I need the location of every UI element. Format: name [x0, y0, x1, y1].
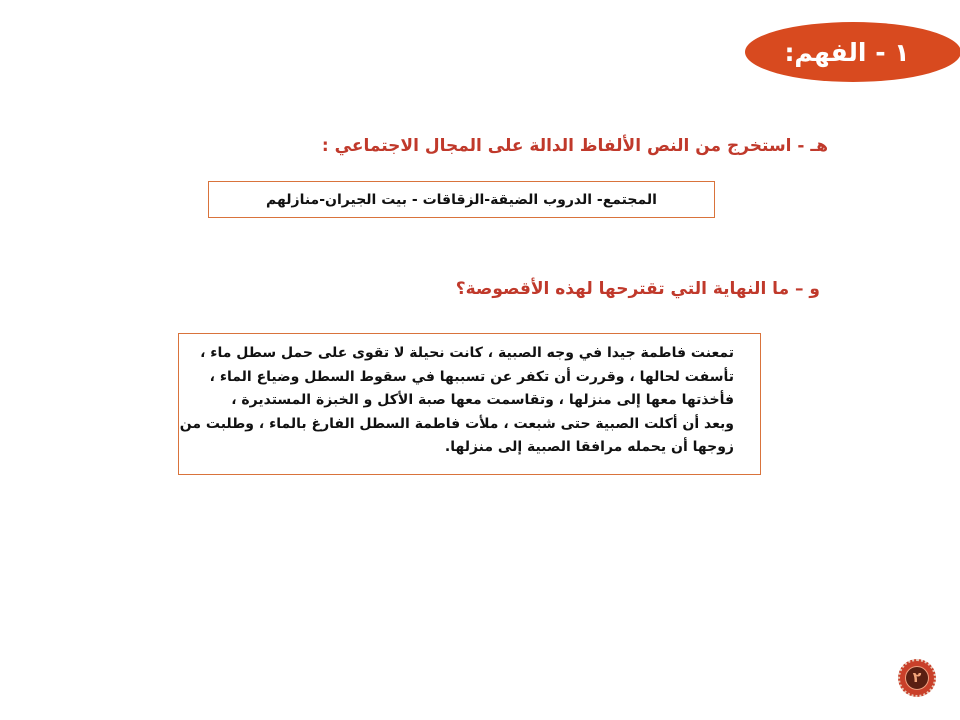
answer-w-line: تأسفت لحالها ، وقررت أن تكفر عن تسببها في سقوط السطل وضياع الماء ،: [209, 368, 734, 385]
answer-h-text: المجتمع- الدروب الضيقة-الزقاقات - بيت الجيران-منازلهم: [266, 191, 657, 208]
question-h-heading: هـ - استخرج من النص الألفاظ الدالة على المجال الاجتماعي :: [321, 136, 828, 156]
page-number-circle: [905, 666, 929, 690]
answer-box-w: [178, 333, 761, 475]
page-number-badge: [898, 659, 936, 697]
answer-w-line: تمعنت فاطمة جيدا في وجه الصبية ، كانت نحيلة لا تقوى على حمل سطل ماء ،: [200, 345, 734, 361]
page-number: ٢: [912, 670, 922, 686]
slide-title: ١ - الفهم:: [784, 37, 910, 67]
answer-w-line: فأخذتها معها إلى منزلها ، وتقاسمت معها صبة الأكل و الخبزة المستديرة ،: [231, 392, 734, 408]
answer-w-line: زوجها أن يحمله مرافقا الصبية إلى منزلها.: [444, 439, 734, 455]
question-w-heading: و – ما النهاية التي تقترحها لهذه الأقصوصة؟: [455, 279, 820, 299]
answer-w-line: وبعد أن أكلت الصبية حتى شبعت ، ملأت فاطمة السطل الفارغ بالماء ، وطلبت من: [179, 415, 734, 432]
title-banner: [745, 22, 960, 82]
answer-box-h: [208, 181, 715, 218]
